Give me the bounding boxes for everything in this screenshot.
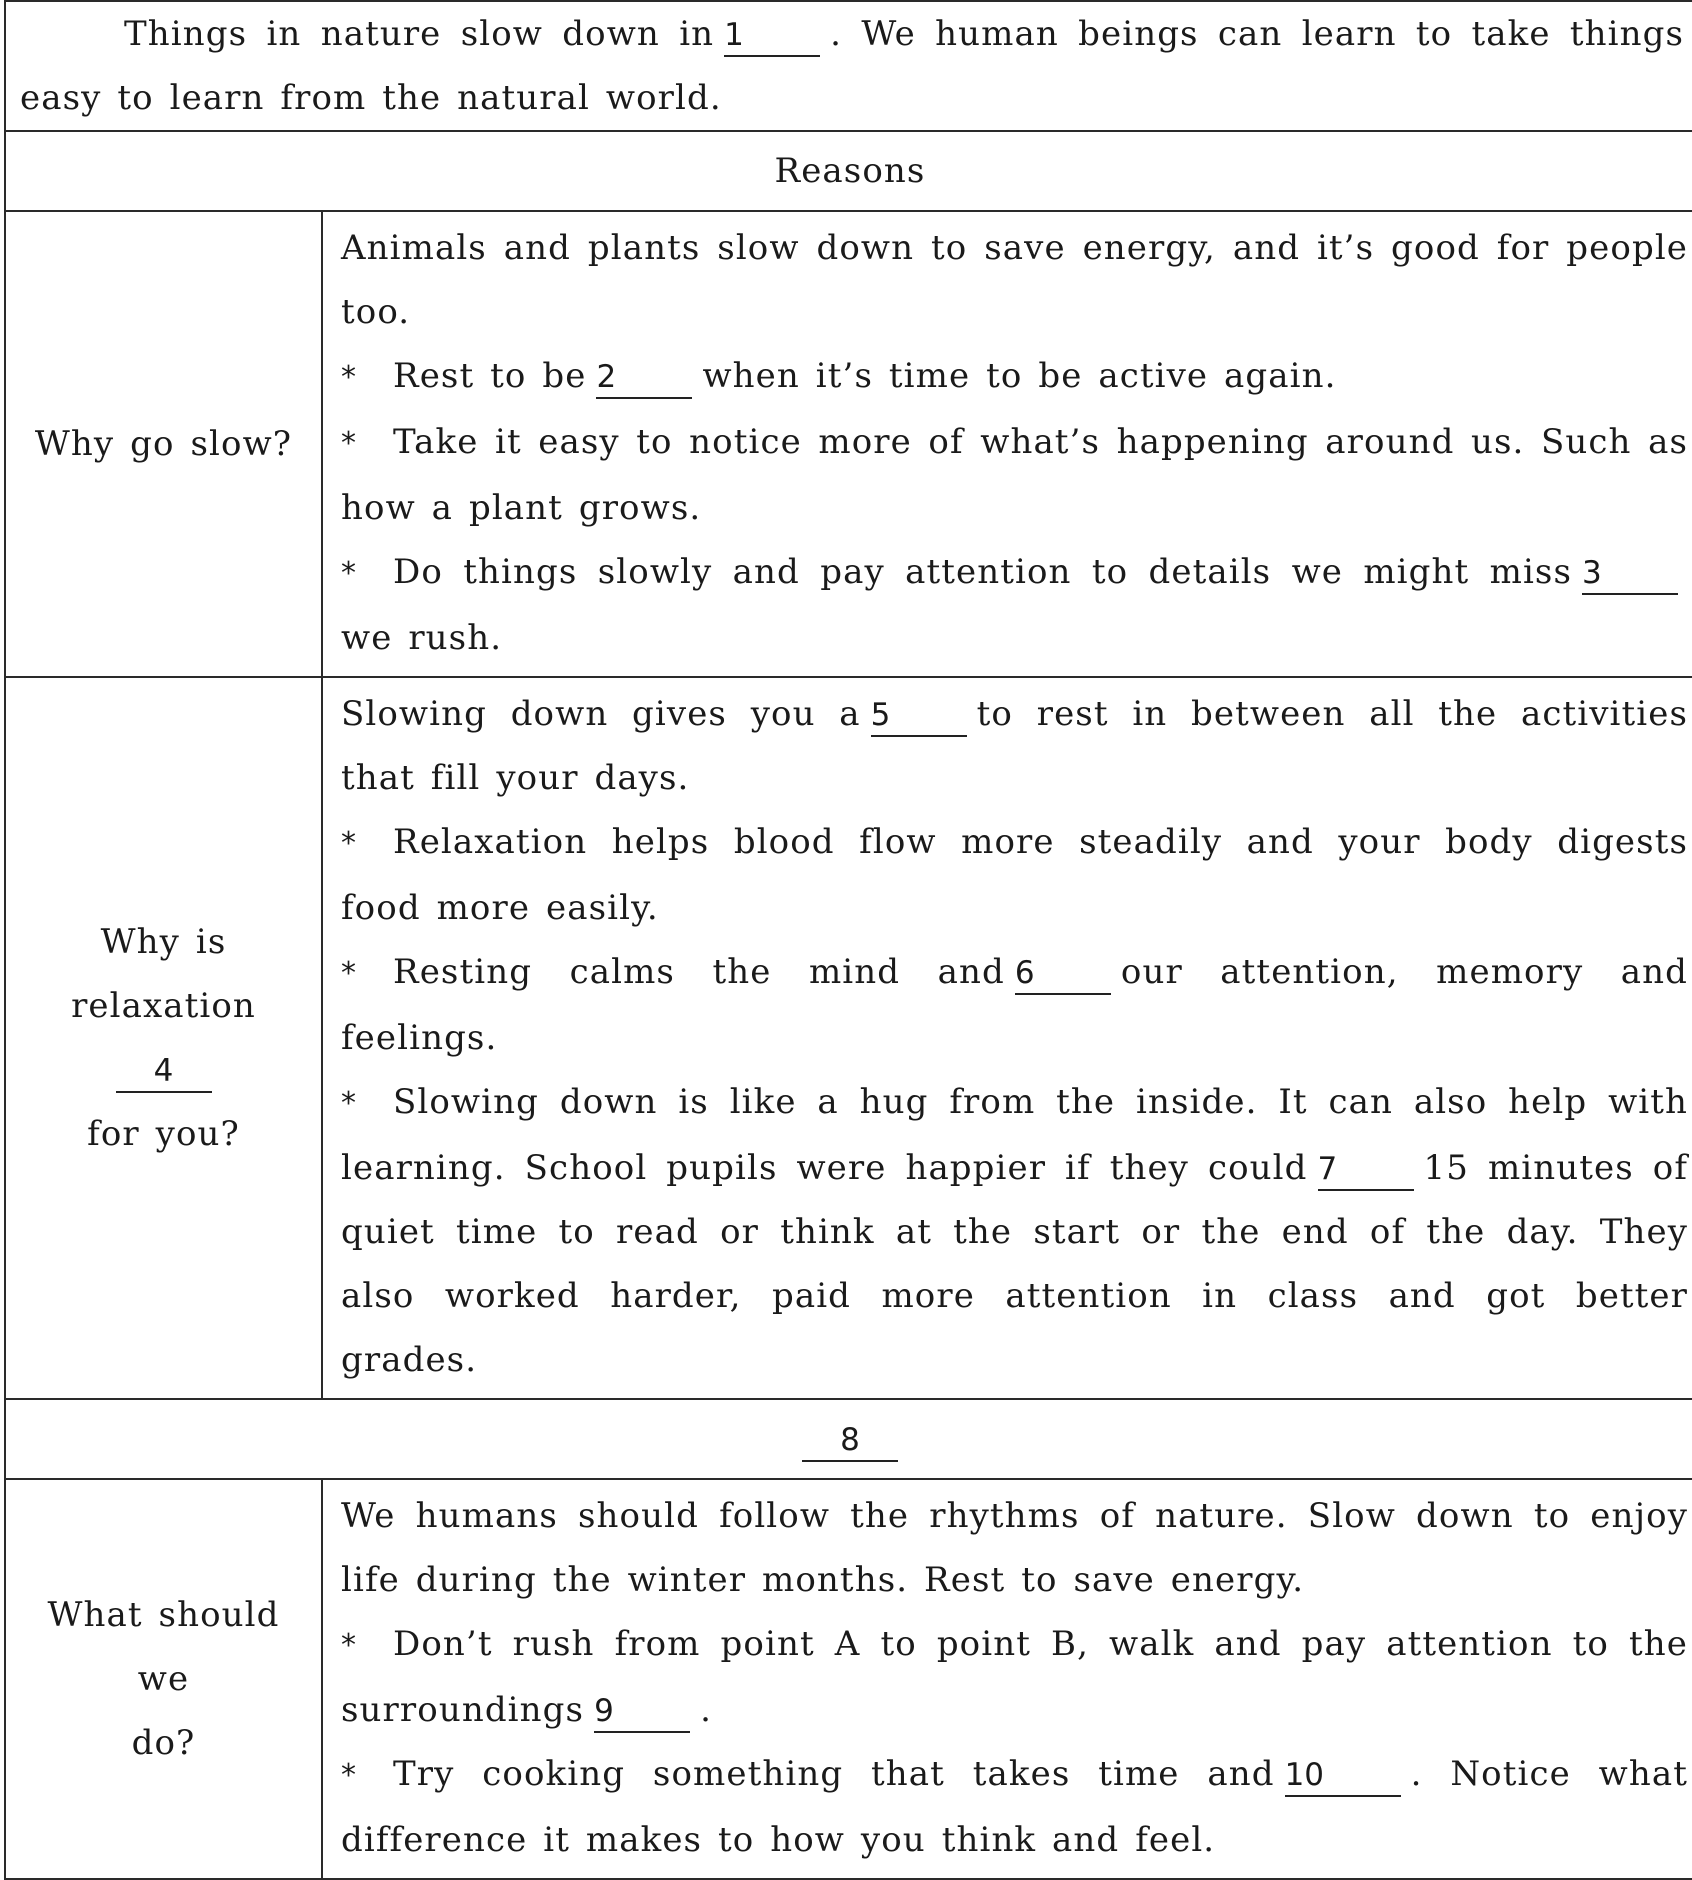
intro-paragraph [20,2,1684,130]
answer-blank-2[interactable]: 2 [596,357,692,399]
intro-text-before: Things in nature slow down in [124,14,715,54]
relaxation-point-2 [341,940,1688,1070]
point-text: Do things slowly and pay attention to details we might miss [393,552,1573,592]
why-go-slow-content [322,211,1692,677]
why-go-slow-row [5,211,1692,677]
point-text: our attention, memory and feelings. [341,952,1689,1058]
bullet-star-icon: * [341,1086,358,1121]
answer-blank-1[interactable]: 1 [724,15,820,57]
point-text: Relaxation helps blood flow more steadily and your body digests food more easily. [341,822,1689,928]
relaxation-label-line-2 [14,974,313,1102]
answer-blank-7[interactable]: 7 [1318,1149,1414,1191]
bullet-star-icon: * [341,556,358,591]
point-text: we rush. [341,618,503,658]
answer-blank-8[interactable]: 8 [802,1420,898,1462]
point-text: Resting calms the mind and [393,952,1005,992]
relaxation-point-1 [341,810,1688,940]
what-do-point-1 [341,1612,1688,1742]
relaxation-row [5,677,1692,1399]
why-go-slow-point-1 [341,344,1688,410]
point-text: when it’s time to be active again. [702,356,1337,396]
what-do-label-line-1: What should we [47,1595,280,1699]
section-8-row [5,1399,1692,1479]
bullet-star-icon: * [341,360,358,395]
intro-cell [5,1,1692,131]
reasons-header: Reasons [5,131,1692,211]
summary-table [4,0,1692,1880]
why-go-slow-point-3 [341,540,1688,670]
bullet-star-icon: * [341,426,358,461]
what-do-point-2 [341,1742,1688,1872]
relaxation-label-word: relaxation [71,986,256,1026]
relaxation-label-line-3: for you? [87,1114,240,1154]
point-text: 15 minutes of quiet time to read or think at the start or the end of the day. They also worked harder, paid more attention in class and got better grades. [341,1148,1689,1380]
what-should-we-do-content [322,1479,1692,1879]
section-8-cell [5,1399,1692,1479]
why-go-slow-point-2 [341,410,1688,540]
point-text: . [700,1690,712,1730]
bullet-star-icon: * [341,1758,358,1793]
bullet-star-icon: * [341,1628,358,1663]
bullet-star-icon: * [341,956,358,991]
why-go-slow-label: Why go slow? [5,211,322,677]
relaxation-content [322,677,1692,1399]
point-text: Don’t rush from point A to point B, walk and pay attention to the surroundings [341,1624,1689,1730]
answer-blank-6[interactable]: 6 [1015,953,1111,995]
why-go-slow-lead: Animals and plants slow down to save energy, and it’s good for people too. [341,228,1689,332]
what-should-we-do-row [5,1479,1692,1879]
intro-row [5,1,1692,131]
what-do-label-line-2: do? [131,1723,196,1763]
answer-blank-9[interactable]: 9 [594,1691,690,1733]
point-text: Take it easy to notice more of what’s happening around us. Such as how a plant grows. [341,422,1689,528]
relaxation-lead [341,682,1688,810]
answer-blank-5[interactable]: 5 [871,695,967,737]
point-text: . Notice what difference it makes to how you think and feel. [341,1754,1689,1860]
point-text: Try cooking something that takes time and [393,1754,1275,1794]
bullet-star-icon: * [341,826,358,861]
point-text: School pupils were happier if they could [524,1148,1308,1188]
relaxation-label-line-1: Why is [100,922,227,962]
relaxation-point-3 [341,1070,1688,1392]
point-text: Rest to be [393,356,587,396]
what-do-lead: We humans should follow the rhythms of nature. Slow down to enjoy life during the winter months. Rest to save energy. [341,1496,1689,1600]
relaxation-label [5,677,322,1399]
answer-blank-4[interactable]: 4 [116,1051,212,1093]
reasons-header-row [5,131,1692,211]
point-text: to rest in between all the activities that fill your days. [341,694,1689,798]
answer-blank-10[interactable]: 10 [1285,1755,1401,1797]
what-should-we-do-label [5,1479,322,1879]
answer-blank-3[interactable]: 3 [1582,553,1678,595]
intro-text-after: . We human beings can learn to take things easy to learn from the natural world. [20,14,1684,118]
point-text: Slowing down gives you a [341,694,861,734]
point-text: Slowing down is like a hug from the inside. It can also help with learning. [341,1082,1689,1188]
